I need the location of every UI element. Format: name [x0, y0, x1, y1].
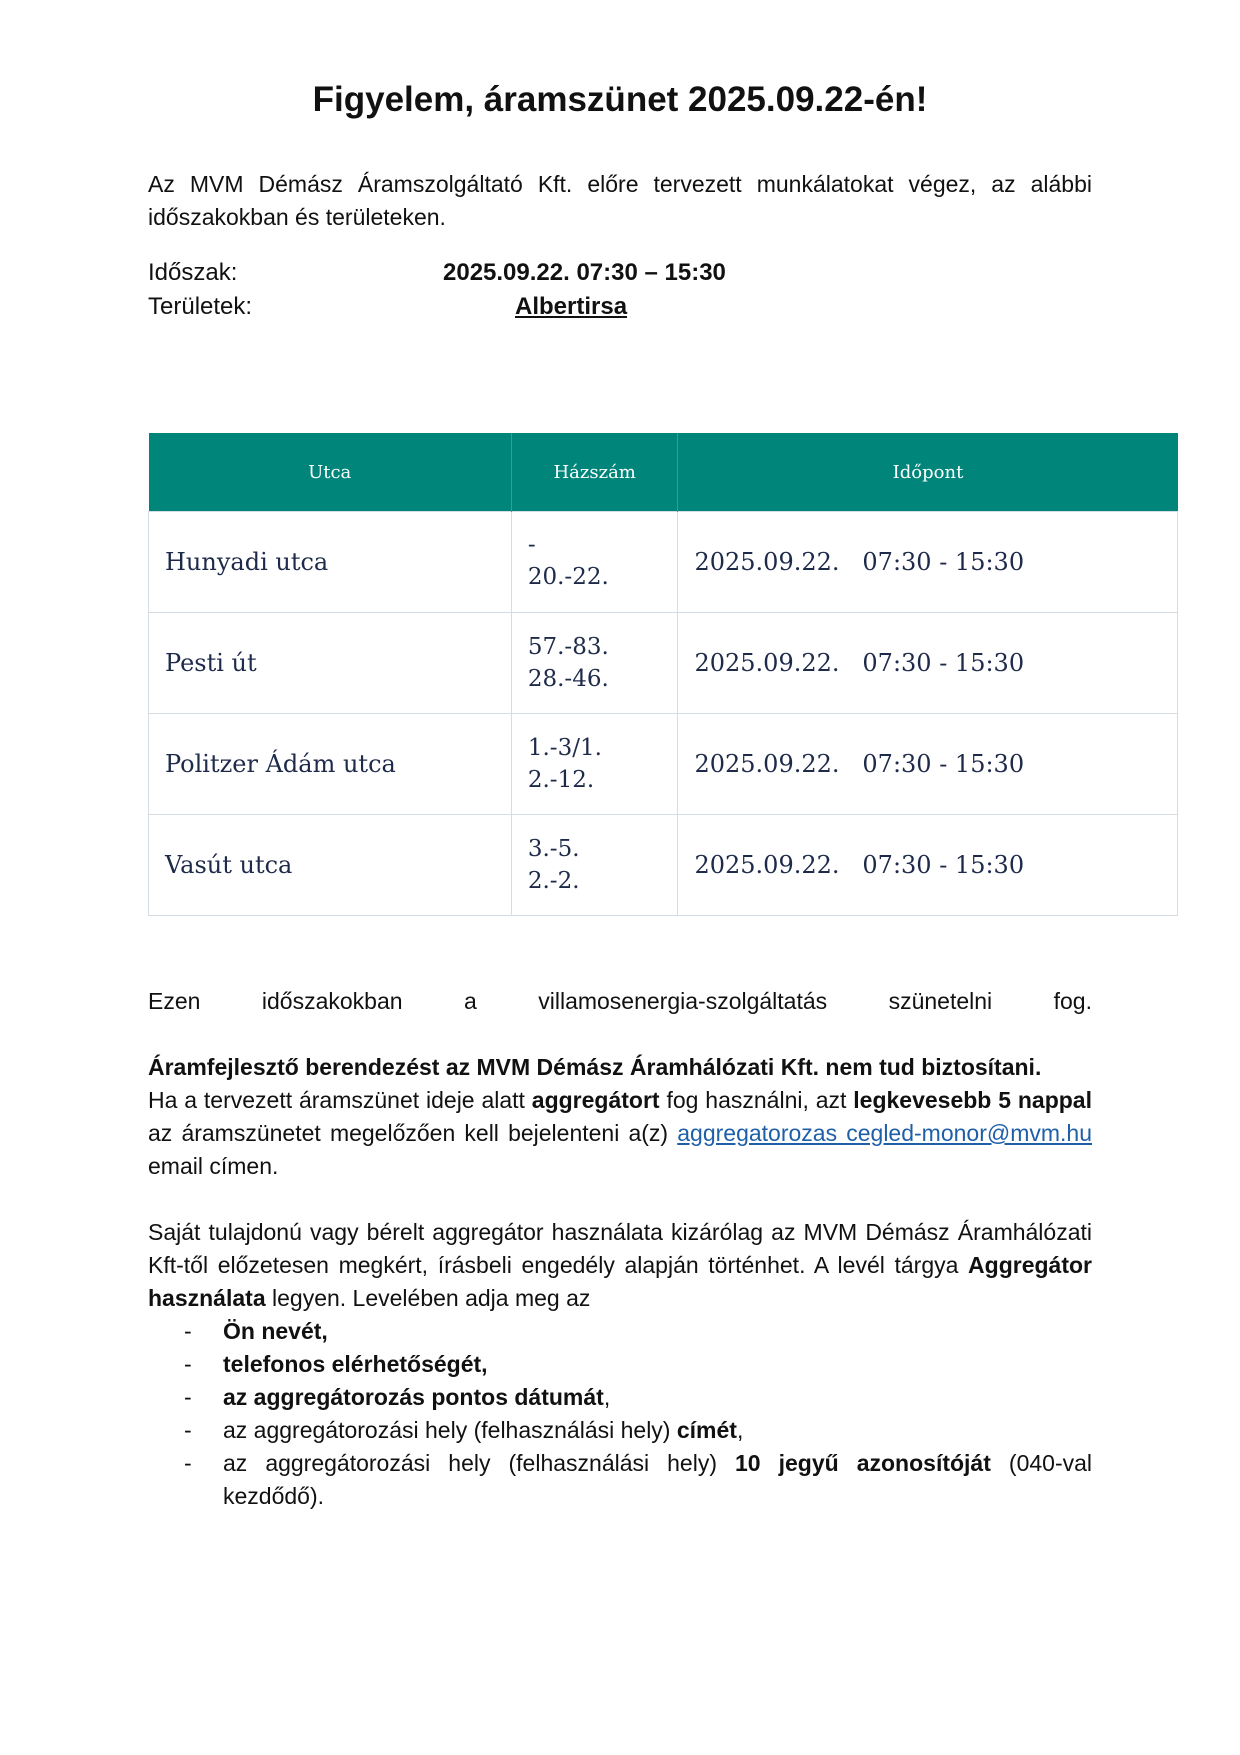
table-row — [149, 714, 1178, 815]
permit-text: legyen. Levelében adja meg az — [265, 1285, 591, 1311]
requirement-bold: telefonos elérhetőségét, — [223, 1351, 488, 1377]
time-cell: 2025.09.22. 07:30 - 15:30 — [678, 512, 1178, 613]
street-cell: Pesti út — [149, 613, 512, 714]
aggregator-text: Ha a tervezett áramszünet ideje alatt — [148, 1087, 532, 1113]
bullet-dash: - — [184, 1384, 192, 1410]
bullet-dash: - — [184, 1417, 192, 1443]
permit-text: Saját tulajdonú vagy bérelt aggregátor használata kizárólag az MVM Démász Áramhálózati Kft-től előzetesen megkért, írásbeli engedély alapján történhet. A levél tárgya — [148, 1219, 1092, 1278]
requirement-bold: 10 jegyű azonosítóját — [735, 1450, 991, 1476]
intro-paragraph: Az MVM Démász Áramszolgáltató Kft. előre tervezett munkálatokat végez, az alábbi időszakokban és területeken. — [148, 171, 1092, 230]
house-number-line: 2.-2. — [527, 868, 580, 894]
period-value: 2025.09.22. 07:30 – 15:30 — [443, 259, 726, 286]
deadline-bold: legkevesebb 5 nappal — [853, 1087, 1092, 1113]
permit-paragraph — [148, 1216, 1092, 1315]
areas-value: Albertirsa — [515, 293, 628, 320]
outage-table — [148, 433, 1178, 916]
house-number-line: 2.-12. — [527, 767, 595, 793]
aggregator-bold: aggregátort — [531, 1087, 660, 1113]
time-cell: 2025.09.22. 07:30 - 15:30 — [678, 815, 1178, 916]
house-number-cell — [511, 613, 678, 714]
requirement-text: az aggregátorozási hely (felhasználási hely) — [223, 1417, 677, 1443]
house-number-cell — [511, 714, 678, 815]
aggregator-text: az áramszünetet megelőzően kell bejelenteni a(z) — [148, 1120, 678, 1146]
table-row — [149, 815, 1178, 916]
areas-label: Területek: — [148, 293, 253, 320]
period-row — [148, 259, 1048, 293]
header-street: Utca — [149, 433, 512, 512]
house-number-line: 3.-5. — [527, 836, 580, 862]
page-title: Figyelem, áramszünet 2025.09.22-én! — [312, 80, 928, 119]
house-number-line: 28.-46. — [527, 666, 609, 692]
requirement-bold: Ön nevét, — [223, 1318, 328, 1344]
house-number-cell — [511, 512, 678, 613]
list-item — [148, 1447, 1092, 1513]
requirement-text: (040-val kezdődő). — [223, 1450, 1093, 1509]
aggregator-text: email címen. — [148, 1153, 279, 1179]
house-number-line: 1.-3/1. — [527, 735, 602, 761]
pause-sentence: Ezen időszakokban a villamosenergia-szolgáltatás szünetelni fog. — [148, 988, 1092, 1014]
header-house-number: Házszám — [511, 433, 678, 512]
time-cell: 2025.09.22. 07:30 - 15:30 — [678, 613, 1178, 714]
house-number-line: 57.-83. — [527, 634, 609, 660]
requirements-list — [148, 1315, 1092, 1513]
street-cell: Vasút utca — [149, 815, 512, 916]
table-header-row — [149, 433, 1178, 512]
bullet-dash: - — [184, 1318, 192, 1344]
requirement-text: , — [736, 1417, 744, 1443]
time-cell: 2025.09.22. 07:30 - 15:30 — [678, 714, 1178, 815]
bullet-dash: - — [184, 1450, 192, 1476]
house-number-line: 20.-22. — [527, 564, 609, 590]
list-item — [148, 1315, 1092, 1348]
subject-bold: Aggregátor használata — [148, 1252, 1092, 1311]
generator-notice: Áramfejlesztő berendezést az MVM Démász Áramhálózati Kft. nem tud biztosítani. — [148, 1054, 1042, 1080]
bullet-dash: - — [184, 1351, 192, 1377]
period-label: Időszak: — [148, 259, 238, 286]
email-link[interactable]: aggregatorozas cegled-monor@mvm.hu — [677, 1120, 1093, 1146]
header-time: Időpont — [678, 433, 1178, 512]
requirement-bold: címét — [676, 1417, 737, 1443]
requirement-text: , — [603, 1384, 611, 1410]
requirement-text: az aggregátorozási hely (felhasználási hely) — [223, 1450, 736, 1476]
requirement-bold: az aggregátorozás pontos dátumát — [223, 1384, 604, 1410]
list-item — [148, 1348, 1092, 1381]
list-item — [148, 1414, 1092, 1447]
aggregator-paragraph — [148, 1084, 1092, 1183]
aggregator-text: fog használni, azt — [659, 1087, 854, 1113]
table-row — [149, 512, 1178, 613]
street-cell: Politzer Ádám utca — [149, 714, 512, 815]
street-cell: Hunyadi utca — [149, 512, 512, 613]
list-item — [148, 1381, 1092, 1414]
house-number-cell — [511, 815, 678, 916]
outage-table-container — [148, 433, 1178, 916]
house-number-line: - — [527, 532, 536, 558]
areas-row — [148, 293, 1048, 327]
table-row — [149, 613, 1178, 714]
requirements-list-container — [148, 1315, 1092, 1513]
